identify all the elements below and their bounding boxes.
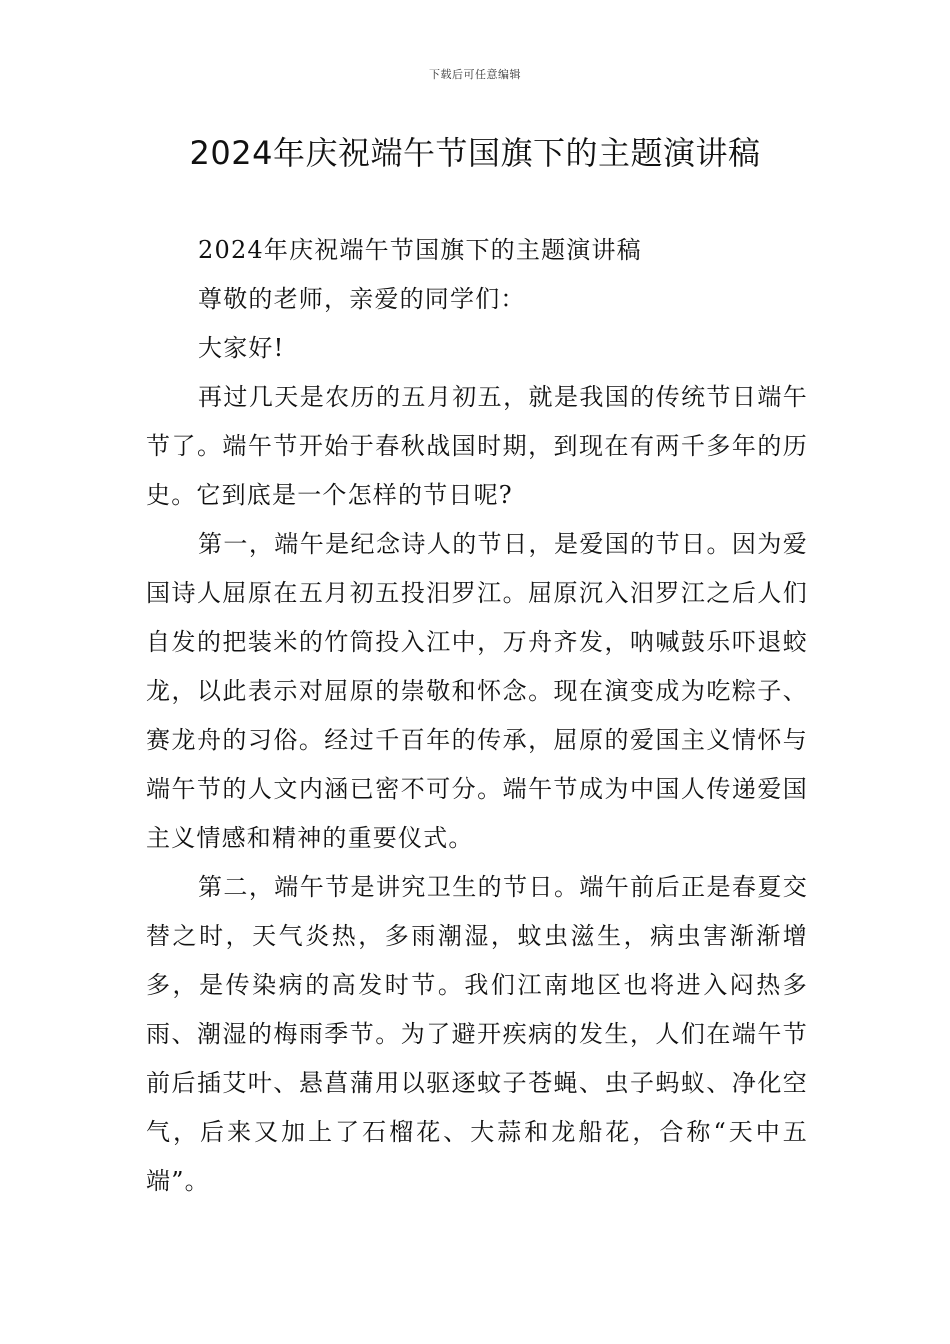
- document-body: [146, 226, 808, 1206]
- header-note: 下载后可任意编辑: [429, 68, 521, 81]
- document-title: 2024年庆祝端午节国旗下的主题演讲稿: [189, 134, 761, 172]
- paragraph-second-point: 第二，端午节是讲究卫生的节日。端午前后正是春夏交替之时，天气炎热，多雨潮湿，蚊虫滋生，病虫害渐渐增多，是传染病的高发时节。我们江南地区也将进入闷热多雨、潮湿的梅雨季节。为了避开疾病的发生，人们在端午节前后插艾叶、悬菖蒲用以驱逐蚊子苍蝇、虫子蚂蚁、净化空气，后来又加上了石榴花、大蒜和龙船花，合称“天中五端”。: [146, 873, 808, 1195]
- paragraph-salutation: 尊敬的老师，亲爱的同学们：: [198, 285, 526, 313]
- paragraph-greeting: 大家好!: [198, 334, 285, 362]
- paragraph-first-point: 第一，端午是纪念诗人的节日，是爱国的节日。因为爱国诗人屈原在五月初五投汨罗江。屈原沉入汨罗江之后人们自发的把装米的竹筒投入江中，万舟齐发，呐喊鼓乐吓退蛟龙，以此表示对屈原的崇敬和怀念。现在演变成为吃粽子、赛龙舟的习俗。经过千百年的传承，屈原的爱国主义情怀与端午节的人文内涵已密不可分。端午节成为中国人传递爱国主义情感和精神的重要仪式。: [146, 530, 808, 852]
- paragraph-intro: 再过几天是农历的五月初五，就是我国的传统节日端午节了。端午节开始于春秋战国时期，到现在有两千多年的历史。它到底是一个怎样的节日呢?: [146, 383, 808, 509]
- paragraph-subtitle: 2024年庆祝端午节国旗下的主题演讲稿: [198, 236, 642, 264]
